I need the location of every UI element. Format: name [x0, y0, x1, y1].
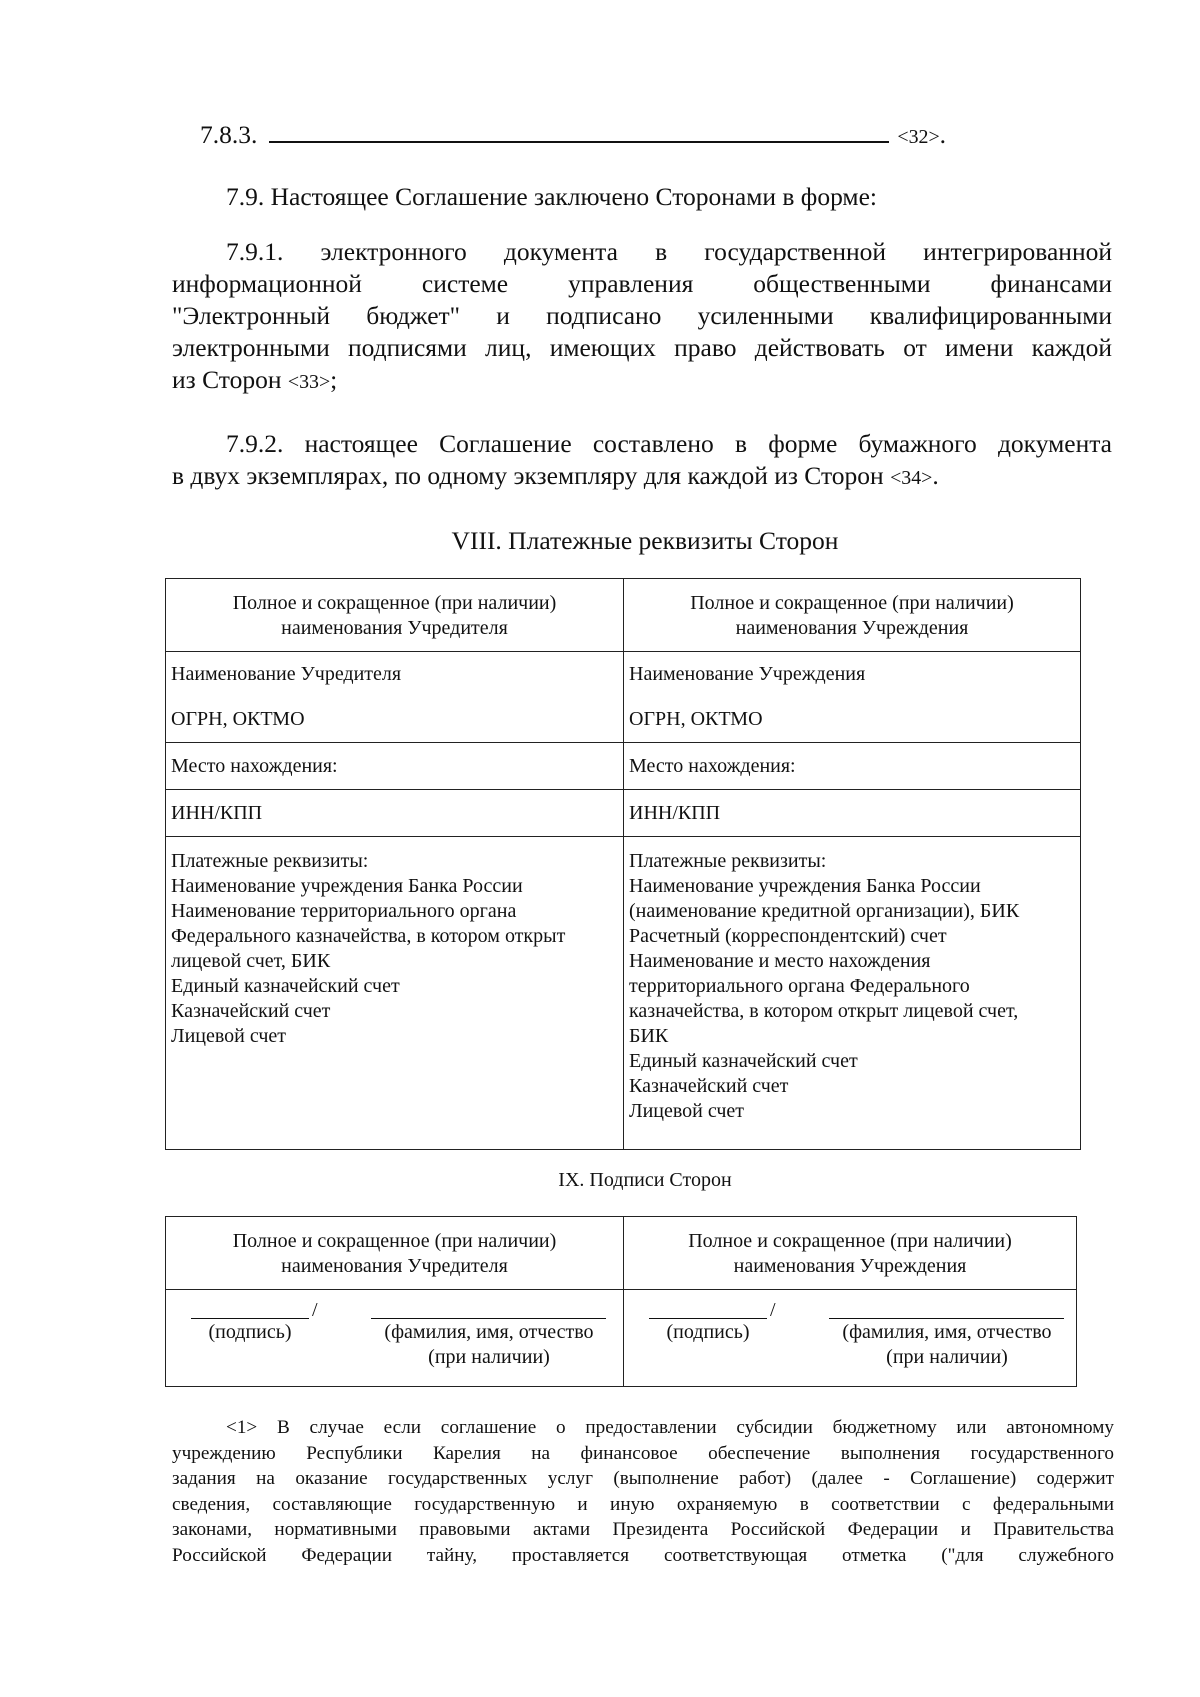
- signatures-table: [165, 1216, 1077, 1387]
- footnote-ref: <32>: [897, 126, 940, 148]
- section-8-title: VIII. Платежные реквизиты Сторон: [451, 526, 839, 555]
- institution-inn-label: ИНН/КПП: [624, 790, 1081, 837]
- founder-name-label: Наименование Учредителя: [171, 663, 402, 685]
- clause-number: 7.8.3.: [200, 120, 258, 149]
- clause-7-9-2: 7.9.2. настоящее Соглашение составлено в форме бумажного документа в двух экземплярах, по одному экземпляру для каждой из Сторон <34>.: [172, 429, 1112, 490]
- name-line: [371, 1318, 606, 1319]
- signature-line: [649, 1318, 767, 1319]
- table-row: [166, 837, 1081, 1150]
- founder-location-label: Место нахождения:: [166, 743, 624, 790]
- footnote-ref: <34>: [890, 467, 933, 489]
- payment-details-table: [165, 578, 1081, 1150]
- institution-name-label: Наименование Учреждения: [629, 663, 866, 685]
- fill-in-blank: [269, 117, 889, 143]
- clause-7-8-3: 7.8.3. <32>.: [200, 117, 946, 153]
- clause-7-9-1: 7.9.1. электронного документа в государственной интегрированной информационной системе управления общественными финансами "Электронный бюджет" и подписано усиленными квалифицированными электронными подписями лиц, имеющих право действовать от имени каждой из Сторон <33>;: [172, 237, 1112, 394]
- institution-signature-block: / (подпись) (фамилия, имя, отчество (при наличии): [624, 1290, 1077, 1387]
- section-9-title: IX. Подписи Сторон: [558, 1169, 732, 1191]
- founder-payment-details: Платежные реквизиты: Наименование учреждения Банка России Наименование территориального органа Федерального казначейства, в котором открыт лицевой счет, БИК Единый казначейский счет Казначейский счет Лицевой счет: [166, 837, 624, 1150]
- founder-header: Полное и сокращенное (при наличии) наименования Учредителя: [166, 579, 624, 652]
- table-row: [166, 652, 1081, 743]
- founder-ogrn-label: ОГРН, ОКТМО: [171, 708, 305, 730]
- institution-location-label: Место нахождения:: [624, 743, 1081, 790]
- table-row: [166, 1290, 1077, 1387]
- institution-ogrn-label: ОГРН, ОКТМО: [629, 708, 763, 730]
- institution-header: Полное и сокращенное (при наличии) наименования Учреждения: [624, 1217, 1077, 1290]
- footnote-ref: <33>: [287, 371, 331, 393]
- name-label: (фамилия, имя, отчество (при наличии): [384, 1321, 594, 1368]
- name-label: (фамилия, имя, отчество (при наличии): [842, 1321, 1052, 1368]
- name-line: [829, 1318, 1064, 1319]
- founder-header: Полное и сокращенное (при наличии) наименования Учредителя: [166, 1217, 624, 1290]
- table-header-row: [166, 579, 1081, 652]
- signature-line: [191, 1318, 309, 1319]
- signature-label: (подпись): [208, 1321, 292, 1343]
- founder-signature-block: / (подпись) (фамилия, имя, отчество (при наличии): [166, 1290, 624, 1387]
- table-header-row: [166, 1217, 1077, 1290]
- institution-header: Полное и сокращенное (при наличии) наименования Учреждения: [624, 579, 1081, 652]
- clause-7-9: 7.9. Настоящее Соглашение заключено Сторонами в форме:: [226, 182, 877, 211]
- institution-payment-details: Платежные реквизиты: Наименование учреждения Банка России (наименование кредитной организации), БИК Расчетный (корреспондентский) счет Наименование и место нахождения территориального органа Федерального казначейства, в котором открыт лицевой счет, БИК Единый казначейский счет Казначейский счет Лицевой счет: [624, 837, 1081, 1150]
- table-row: [166, 790, 1081, 837]
- table-row: [166, 743, 1081, 790]
- footnote-1: <1> В случае если соглашение о предоставлении субсидии бюджетному или автономному учреждению Республики Карелия на финансовое обеспечение выполнения государственного задания на оказание государственных услуг (выполнение работ) (далее - Соглашение) содержит сведения, составляющие государственную и иную охраняемую в соответствии с федеральными законами, нормативными правовыми актами Президента Российской Федерации и Правительства Российской Федерации тайну, проставляется соответствующая отметка ("для служебного: [172, 1417, 1114, 1566]
- founder-inn-label: ИНН/КПП: [166, 790, 624, 837]
- signature-label: (подпись): [666, 1321, 750, 1343]
